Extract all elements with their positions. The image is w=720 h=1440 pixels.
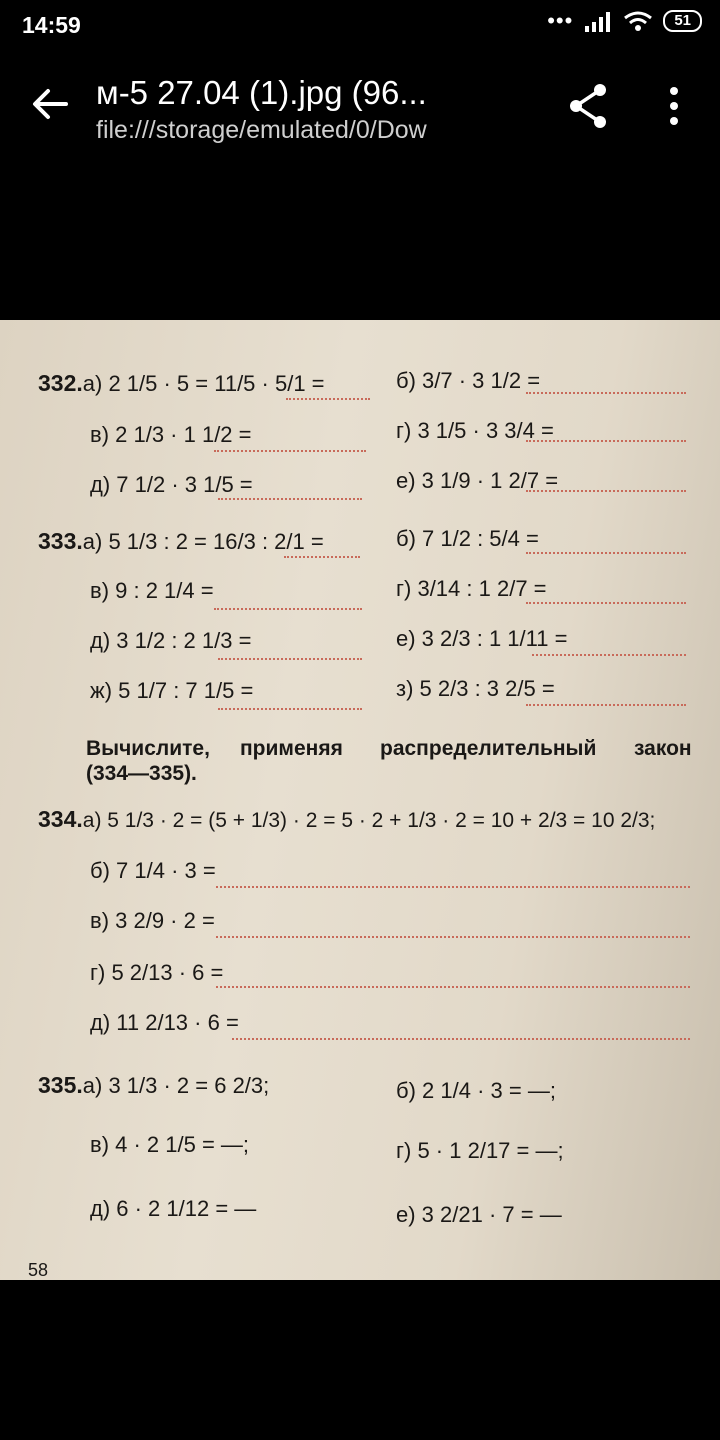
- share-icon[interactable]: [566, 82, 610, 130]
- page-number: 58: [28, 1260, 49, 1280]
- status-bar: [0, 0, 720, 52]
- exercise-332-g: г) 3 1/5 · 3 3/4 =: [396, 418, 554, 443]
- viewer-toolbar: [0, 60, 720, 160]
- exercise-332-v: в) 2 1/3 · 1 1/2 =: [90, 422, 252, 447]
- exercise-333-g: г) 3/14 : 1 2/7 =: [396, 576, 547, 601]
- exercise-335-v: в) 4 · 2 1/5 = —;: [90, 1132, 250, 1157]
- exercise-334-d: д) 11 2/13 · 6 =: [90, 1010, 239, 1035]
- answer-line: [532, 654, 686, 656]
- answer-line: [218, 708, 362, 710]
- instruction-line-2: (334—335).: [86, 762, 197, 785]
- answer-line: [216, 886, 690, 888]
- answer-line: [218, 658, 362, 660]
- exercise-333-z: з) 5 2/3 : 3 2/5 =: [396, 676, 555, 701]
- exercise-334-b: б) 7 1/4 · 3 =: [90, 858, 216, 883]
- exercise-333-d: д) 3 1/2 : 2 1/3 =: [90, 628, 252, 653]
- exercise-334-g: г) 5 2/13 · 6 =: [90, 960, 224, 985]
- more-options-icon[interactable]: [662, 86, 686, 126]
- answer-line: [232, 1038, 690, 1040]
- exercise-332-d: д) 7 1/2 · 3 1/5 =: [90, 472, 253, 497]
- answer-line: [526, 490, 686, 492]
- answer-line: [526, 552, 686, 554]
- exercise-335-a: 335.а) 3 1/3 · 2 = 6 2/3;: [38, 1072, 270, 1098]
- exercise-333-zh: ж) 5 1/7 : 7 1/5 =: [90, 678, 254, 703]
- answer-line: [216, 936, 690, 938]
- signal-icon: [583, 10, 613, 32]
- back-arrow-icon[interactable]: [28, 82, 72, 126]
- exercise-334-v: в) 3 2/9 · 2 =: [90, 908, 215, 933]
- exercise-332-b: б) 3/7 · 3 1/2 =: [396, 368, 541, 393]
- file-path: file:///storage/emulated/0/Dow: [96, 116, 427, 144]
- exercise-333-e: е) 3 2/3 : 1 1/11 =: [396, 626, 568, 651]
- exercise-335-d: д) 6 · 2 1/12 = —: [90, 1196, 257, 1221]
- answer-line: [286, 398, 370, 400]
- exercise-332-a: 332.а) 2 1/5 · 5 = 11/5 · 5/1 =: [38, 370, 325, 396]
- battery-icon: 51: [663, 10, 702, 32]
- exercise-333-a: 333.а) 5 1/3 : 2 = 16/3 : 2/1 =: [38, 528, 324, 554]
- answer-line: [216, 986, 690, 988]
- exercise-333-v: в) 9 : 2 1/4 =: [90, 578, 214, 603]
- wifi-icon: [623, 10, 653, 32]
- answer-line: [526, 602, 686, 604]
- answer-line: [526, 704, 686, 706]
- answer-line: [526, 392, 686, 394]
- notification-dots-icon: •••: [547, 8, 574, 33]
- exercise-334-a: 334.а) 5 1/3 · 2 = (5 + 1/3) · 2 = 5 · 2 + 1/3 · 2 = 10 + 2/3 = 10 2/3;: [38, 806, 656, 832]
- answer-line: [214, 450, 366, 452]
- exercise-335-b: б) 2 1/4 · 3 = —;: [396, 1078, 556, 1103]
- answer-line: [218, 498, 362, 500]
- photo-viewer-image[interactable]: 332.а) 2 1/5 · 5 = 11/5 · 5/1 = б) 3/7 · 3 1/2 = в) 2 1/3 · 1 1/2 = г) 3 1/5 · 3 3/4 = д) 7 1/2 · 3 1/5 = е) 3 1/9 · 1 2/7 = 333.а) 5 1/3 : 2 = 16/3 : 2/1 = б) 7 1/2 : 5/4 = в) 9 : 2 1/4 = г) 3/14 : 1 2/7 = д) 3 1/2 : 2 1/3 = е) 3 2/3 : 1 1/11 = ж) 5 1/7 : 7 1/5 = з) 5 2/3 : 3 2/5 = Вычислите, применяя распределительный закон (334—335). 334.а) 5 1/3 · 2 = (5 + 1/3) · 2 = 5 · 2 + 1/3 · 2 = 10 + 2/3 = 10 2/3; б) 7 1/4 · 3 = в) 3 2/9 · 2 = г) 5 2/13 · 6 = д) 11 2/13 · 6 = 335.а) 3 1/3 · 2 = 6 2/3; б) 2 1/4 · 3 = —; в) 4 · 2 1/5 = —; г) 5 · 1 2/17 = —; д) 6 · 2 1/12 = — е) 3 2/21 · 7 = — 58: [0, 320, 720, 1280]
- file-title: м-5 27.04 (1).jpg (96...: [96, 74, 427, 111]
- exercise-333-b: б) 7 1/2 : 5/4 =: [396, 526, 539, 551]
- status-icons: [547, 10, 702, 32]
- status-time: 14:59: [22, 12, 81, 38]
- answer-line: [284, 556, 360, 558]
- answer-line: [526, 440, 686, 442]
- exercise-335-e: е) 3 2/21 · 7 = —: [396, 1202, 562, 1227]
- answer-line: [214, 608, 362, 610]
- exercise-332-e: е) 3 1/9 · 1 2/7 =: [396, 468, 559, 493]
- exercise-335-g: г) 5 · 1 2/17 = —;: [396, 1138, 564, 1163]
